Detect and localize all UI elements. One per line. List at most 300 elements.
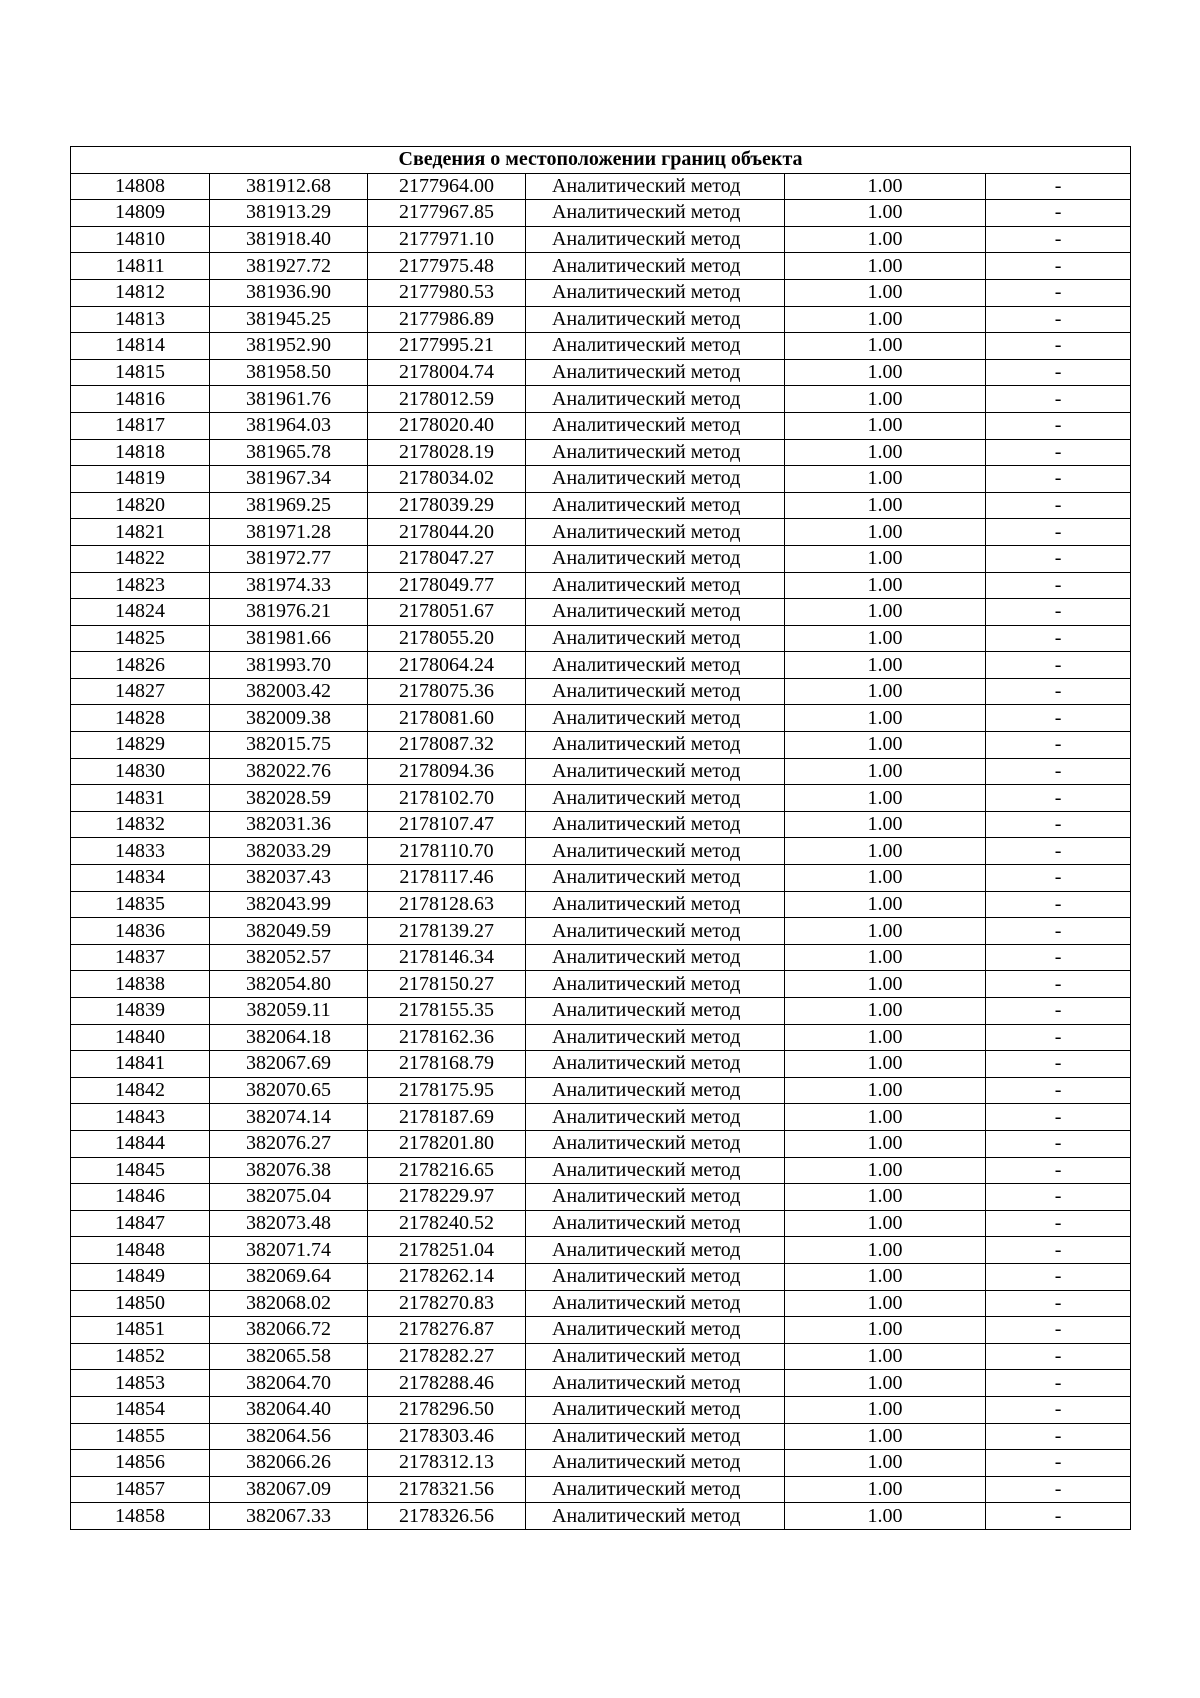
cell-method: Аналитический метод [526, 918, 785, 945]
cell-point-number: 14817 [71, 412, 210, 439]
cell-method: Аналитический метод [526, 625, 785, 652]
table-row [71, 891, 1131, 918]
cell-method: Аналитический метод [526, 572, 785, 599]
cell-point-number: 14854 [71, 1396, 210, 1423]
cell-point-number: 14818 [71, 439, 210, 466]
table-row [71, 1503, 1131, 1530]
cell-point-number: 14855 [71, 1423, 210, 1450]
cell-accuracy: 1.00 [785, 652, 986, 679]
cell-accuracy: 1.00 [785, 200, 986, 227]
cell-coord-y: 2178020.40 [368, 412, 526, 439]
cell-method: Аналитический метод [526, 333, 785, 360]
cell-method: Аналитический метод [526, 492, 785, 519]
table-row [71, 1077, 1131, 1104]
cell-description: - [986, 1396, 1131, 1423]
table-row [71, 545, 1131, 572]
table-row [71, 279, 1131, 306]
cell-description: - [986, 732, 1131, 759]
cell-point-number: 14814 [71, 333, 210, 360]
cell-accuracy: 1.00 [785, 412, 986, 439]
cell-description: - [986, 439, 1131, 466]
table-row [71, 758, 1131, 785]
cell-point-number: 14857 [71, 1476, 210, 1503]
cell-point-number: 14822 [71, 545, 210, 572]
cell-coord-y: 2178262.14 [368, 1263, 526, 1290]
cell-description: - [986, 1210, 1131, 1237]
cell-description: - [986, 944, 1131, 971]
cell-description: - [986, 572, 1131, 599]
cell-coord-x: 382066.72 [210, 1317, 368, 1344]
cell-point-number: 14811 [71, 253, 210, 280]
cell-accuracy: 1.00 [785, 1476, 986, 1503]
cell-coord-y: 2178110.70 [368, 838, 526, 865]
cell-accuracy: 1.00 [785, 865, 986, 892]
cell-accuracy: 1.00 [785, 279, 986, 306]
cell-method: Аналитический метод [526, 811, 785, 838]
cell-description: - [986, 279, 1131, 306]
cell-method: Аналитический метод [526, 1157, 785, 1184]
table-row [71, 652, 1131, 679]
cell-coord-x: 381972.77 [210, 545, 368, 572]
table-row [71, 1450, 1131, 1477]
cell-description: - [986, 519, 1131, 546]
table-row [71, 1370, 1131, 1397]
cell-point-number: 14837 [71, 944, 210, 971]
cell-coord-y: 2178162.36 [368, 1024, 526, 1051]
cell-coord-y: 2178150.27 [368, 971, 526, 998]
cell-coord-y: 2178049.77 [368, 572, 526, 599]
cell-coord-y: 2178229.97 [368, 1184, 526, 1211]
table-row [71, 1157, 1131, 1184]
cell-coord-y: 2178240.52 [368, 1210, 526, 1237]
cell-description: - [986, 1130, 1131, 1157]
cell-coord-x: 382073.48 [210, 1210, 368, 1237]
table-title: Сведения о местоположении границ объекта [71, 147, 1131, 174]
table-row [71, 253, 1131, 280]
cell-coord-x: 381961.76 [210, 386, 368, 413]
cell-description: - [986, 492, 1131, 519]
cell-point-number: 14858 [71, 1503, 210, 1530]
cell-point-number: 14821 [71, 519, 210, 546]
cell-method: Аналитический метод [526, 732, 785, 759]
table-row [71, 1476, 1131, 1503]
cell-coord-y: 2177995.21 [368, 333, 526, 360]
cell-coord-x: 382064.56 [210, 1423, 368, 1450]
table-row [71, 1130, 1131, 1157]
cell-coord-x: 381971.28 [210, 519, 368, 546]
cell-coord-y: 2178276.87 [368, 1317, 526, 1344]
cell-accuracy: 1.00 [785, 1157, 986, 1184]
cell-accuracy: 1.00 [785, 1343, 986, 1370]
table-row [71, 838, 1131, 865]
cell-point-number: 14823 [71, 572, 210, 599]
cell-description: - [986, 1157, 1131, 1184]
cell-point-number: 14835 [71, 891, 210, 918]
table-row [71, 865, 1131, 892]
cell-accuracy: 1.00 [785, 1290, 986, 1317]
cell-point-number: 14819 [71, 466, 210, 493]
table-row [71, 333, 1131, 360]
cell-accuracy: 1.00 [785, 944, 986, 971]
cell-accuracy: 1.00 [785, 1184, 986, 1211]
cell-coord-y: 2178270.83 [368, 1290, 526, 1317]
cell-point-number: 14829 [71, 732, 210, 759]
cell-accuracy: 1.00 [785, 359, 986, 386]
cell-method: Аналитический метод [526, 865, 785, 892]
cell-coord-y: 2178012.59 [368, 386, 526, 413]
cell-coord-y: 2178044.20 [368, 519, 526, 546]
table-row [71, 1263, 1131, 1290]
cell-point-number: 14834 [71, 865, 210, 892]
cell-accuracy: 1.00 [785, 466, 986, 493]
cell-method: Аналитический метод [526, 785, 785, 812]
cell-coord-x: 382028.59 [210, 785, 368, 812]
cell-accuracy: 1.00 [785, 306, 986, 333]
cell-accuracy: 1.00 [785, 971, 986, 998]
cell-coord-x: 382064.70 [210, 1370, 368, 1397]
cell-point-number: 14813 [71, 306, 210, 333]
cell-accuracy: 1.00 [785, 785, 986, 812]
cell-coord-y: 2178107.47 [368, 811, 526, 838]
cell-point-number: 14841 [71, 1051, 210, 1078]
cell-method: Аналитический метод [526, 253, 785, 280]
cell-description: - [986, 253, 1131, 280]
cell-coord-y: 2177975.48 [368, 253, 526, 280]
cell-method: Аналитический метод [526, 838, 785, 865]
cell-point-number: 14838 [71, 971, 210, 998]
cell-coord-x: 382015.75 [210, 732, 368, 759]
cell-method: Аналитический метод [526, 306, 785, 333]
cell-coord-y: 2178039.29 [368, 492, 526, 519]
cell-description: - [986, 785, 1131, 812]
cell-point-number: 14831 [71, 785, 210, 812]
table-row [71, 173, 1131, 200]
cell-point-number: 14827 [71, 678, 210, 705]
cell-coord-y: 2178146.34 [368, 944, 526, 971]
table-row [71, 466, 1131, 493]
cell-coord-x: 382076.38 [210, 1157, 368, 1184]
cell-method: Аналитический метод [526, 1184, 785, 1211]
table-row [71, 998, 1131, 1025]
cell-method: Аналитический метод [526, 1450, 785, 1477]
cell-coord-y: 2178028.19 [368, 439, 526, 466]
cell-coord-x: 382067.69 [210, 1051, 368, 1078]
cell-point-number: 14812 [71, 279, 210, 306]
cell-method: Аналитический метод [526, 386, 785, 413]
cell-description: - [986, 1104, 1131, 1131]
cell-point-number: 14826 [71, 652, 210, 679]
cell-coord-x: 381981.66 [210, 625, 368, 652]
cell-accuracy: 1.00 [785, 519, 986, 546]
cell-coord-y: 2178216.65 [368, 1157, 526, 1184]
cell-description: - [986, 1290, 1131, 1317]
cell-coord-y: 2178102.70 [368, 785, 526, 812]
cell-coord-y: 2178128.63 [368, 891, 526, 918]
cell-coord-x: 382075.04 [210, 1184, 368, 1211]
cell-method: Аналитический метод [526, 1237, 785, 1264]
cell-method: Аналитический метод [526, 652, 785, 679]
cell-coord-y: 2178326.56 [368, 1503, 526, 1530]
cell-coord-x: 382067.09 [210, 1476, 368, 1503]
cell-method: Аналитический метод [526, 998, 785, 1025]
cell-point-number: 14808 [71, 173, 210, 200]
cell-point-number: 14853 [71, 1370, 210, 1397]
cell-accuracy: 1.00 [785, 386, 986, 413]
table-row [71, 1210, 1131, 1237]
cell-description: - [986, 200, 1131, 227]
cell-point-number: 14836 [71, 918, 210, 945]
cell-description: - [986, 386, 1131, 413]
cell-method: Аналитический метод [526, 173, 785, 200]
cell-point-number: 14809 [71, 200, 210, 227]
cell-point-number: 14832 [71, 811, 210, 838]
cell-method: Аналитический метод [526, 1077, 785, 1104]
cell-method: Аналитический метод [526, 226, 785, 253]
cell-accuracy: 1.00 [785, 1237, 986, 1264]
cell-description: - [986, 173, 1131, 200]
table-row [71, 519, 1131, 546]
cell-coord-x: 382059.11 [210, 998, 368, 1025]
cell-method: Аналитический метод [526, 359, 785, 386]
cell-method: Аналитический метод [526, 1503, 785, 1530]
cell-description: - [986, 971, 1131, 998]
cell-description: - [986, 1476, 1131, 1503]
cell-point-number: 14816 [71, 386, 210, 413]
cell-accuracy: 1.00 [785, 1051, 986, 1078]
cell-accuracy: 1.00 [785, 1317, 986, 1344]
cell-method: Аналитический метод [526, 466, 785, 493]
cell-coord-y: 2178047.27 [368, 545, 526, 572]
cell-point-number: 14815 [71, 359, 210, 386]
cell-description: - [986, 891, 1131, 918]
cell-point-number: 14851 [71, 1317, 210, 1344]
cell-accuracy: 1.00 [785, 1370, 986, 1397]
cell-description: - [986, 758, 1131, 785]
cell-coord-x: 382009.38 [210, 705, 368, 732]
cell-coord-y: 2178282.27 [368, 1343, 526, 1370]
cell-coord-y: 2178055.20 [368, 625, 526, 652]
cell-description: - [986, 1184, 1131, 1211]
table-row [71, 439, 1131, 466]
table-row [71, 1423, 1131, 1450]
cell-coord-y: 2178051.67 [368, 599, 526, 626]
table-row [71, 732, 1131, 759]
cell-accuracy: 1.00 [785, 758, 986, 785]
cell-accuracy: 1.00 [785, 732, 986, 759]
cell-coord-y: 2178251.04 [368, 1237, 526, 1264]
cell-coord-y: 2178075.36 [368, 678, 526, 705]
cell-method: Аналитический метод [526, 705, 785, 732]
cell-coord-y: 2178288.46 [368, 1370, 526, 1397]
cell-accuracy: 1.00 [785, 1423, 986, 1450]
cell-point-number: 14825 [71, 625, 210, 652]
cell-accuracy: 1.00 [785, 918, 986, 945]
boundary-table [70, 146, 1131, 1530]
cell-coord-x: 381952.90 [210, 333, 368, 360]
cell-method: Аналитический метод [526, 1423, 785, 1450]
cell-coord-y: 2178312.13 [368, 1450, 526, 1477]
cell-method: Аналитический метод [526, 1343, 785, 1370]
cell-coord-y: 2178201.80 [368, 1130, 526, 1157]
cell-accuracy: 1.00 [785, 545, 986, 572]
cell-description: - [986, 1237, 1131, 1264]
cell-coord-x: 381927.72 [210, 253, 368, 280]
cell-description: - [986, 306, 1131, 333]
cell-coord-x: 381918.40 [210, 226, 368, 253]
cell-coord-x: 382065.58 [210, 1343, 368, 1370]
table-row [71, 1024, 1131, 1051]
cell-description: - [986, 652, 1131, 679]
cell-description: - [986, 1370, 1131, 1397]
cell-coord-x: 382064.40 [210, 1396, 368, 1423]
cell-coord-y: 2177980.53 [368, 279, 526, 306]
cell-coord-x: 382069.64 [210, 1263, 368, 1290]
cell-point-number: 14845 [71, 1157, 210, 1184]
cell-coord-y: 2177964.00 [368, 173, 526, 200]
cell-point-number: 14840 [71, 1024, 210, 1051]
cell-method: Аналитический метод [526, 1104, 785, 1131]
table-row [71, 200, 1131, 227]
cell-coord-x: 382076.27 [210, 1130, 368, 1157]
cell-point-number: 14833 [71, 838, 210, 865]
cell-description: - [986, 1343, 1131, 1370]
cell-coord-x: 382054.80 [210, 971, 368, 998]
table-row [71, 359, 1131, 386]
cell-point-number: 14849 [71, 1263, 210, 1290]
cell-coord-x: 381945.25 [210, 306, 368, 333]
cell-point-number: 14850 [71, 1290, 210, 1317]
cell-coord-x: 382074.14 [210, 1104, 368, 1131]
cell-coord-y: 2178168.79 [368, 1051, 526, 1078]
cell-accuracy: 1.00 [785, 1210, 986, 1237]
cell-point-number: 14846 [71, 1184, 210, 1211]
table-row [71, 678, 1131, 705]
cell-point-number: 14842 [71, 1077, 210, 1104]
cell-coord-x: 382052.57 [210, 944, 368, 971]
cell-coord-x: 381967.34 [210, 466, 368, 493]
cell-description: - [986, 1423, 1131, 1450]
cell-method: Аналитический метод [526, 1130, 785, 1157]
cell-point-number: 14810 [71, 226, 210, 253]
cell-coord-x: 382003.42 [210, 678, 368, 705]
cell-coord-y: 2178321.56 [368, 1476, 526, 1503]
cell-method: Аналитический метод [526, 545, 785, 572]
cell-point-number: 14820 [71, 492, 210, 519]
cell-description: - [986, 359, 1131, 386]
cell-accuracy: 1.00 [785, 439, 986, 466]
cell-accuracy: 1.00 [785, 998, 986, 1025]
table-row [71, 1317, 1131, 1344]
cell-description: - [986, 226, 1131, 253]
cell-method: Аналитический метод [526, 1263, 785, 1290]
cell-accuracy: 1.00 [785, 811, 986, 838]
table-row [71, 1396, 1131, 1423]
cell-coord-x: 382031.36 [210, 811, 368, 838]
table-row [71, 572, 1131, 599]
cell-method: Аналитический метод [526, 412, 785, 439]
cell-description: - [986, 599, 1131, 626]
cell-coord-x: 382033.29 [210, 838, 368, 865]
cell-method: Аналитический метод [526, 599, 785, 626]
cell-coord-y: 2178296.50 [368, 1396, 526, 1423]
cell-accuracy: 1.00 [785, 572, 986, 599]
cell-accuracy: 1.00 [785, 226, 986, 253]
cell-description: - [986, 545, 1131, 572]
cell-coord-x: 382067.33 [210, 1503, 368, 1530]
cell-coord-y: 2178081.60 [368, 705, 526, 732]
table-row [71, 1051, 1131, 1078]
cell-description: - [986, 838, 1131, 865]
cell-coord-y: 2178139.27 [368, 918, 526, 945]
table-body [71, 173, 1131, 1529]
table-row [71, 918, 1131, 945]
cell-method: Аналитический метод [526, 519, 785, 546]
cell-coord-x: 381912.68 [210, 173, 368, 200]
cell-method: Аналитический метод [526, 1476, 785, 1503]
cell-description: - [986, 625, 1131, 652]
cell-method: Аналитический метод [526, 1210, 785, 1237]
table-row [71, 1343, 1131, 1370]
cell-coord-y: 2178303.46 [368, 1423, 526, 1450]
cell-coord-y: 2178187.69 [368, 1104, 526, 1131]
cell-description: - [986, 998, 1131, 1025]
table-row [71, 306, 1131, 333]
cell-method: Аналитический метод [526, 1317, 785, 1344]
table-row [71, 971, 1131, 998]
cell-coord-x: 382066.26 [210, 1450, 368, 1477]
cell-point-number: 14839 [71, 998, 210, 1025]
cell-point-number: 14830 [71, 758, 210, 785]
cell-point-number: 14848 [71, 1237, 210, 1264]
table-row [71, 785, 1131, 812]
cell-method: Аналитический метод [526, 1370, 785, 1397]
cell-coord-x: 381976.21 [210, 599, 368, 626]
cell-coord-y: 2177986.89 [368, 306, 526, 333]
cell-coord-x: 382070.65 [210, 1077, 368, 1104]
cell-method: Аналитический метод [526, 944, 785, 971]
cell-coord-x: 381964.03 [210, 412, 368, 439]
cell-point-number: 14828 [71, 705, 210, 732]
cell-coord-x: 381974.33 [210, 572, 368, 599]
cell-method: Аналитический метод [526, 678, 785, 705]
cell-coord-x: 381958.50 [210, 359, 368, 386]
cell-accuracy: 1.00 [785, 838, 986, 865]
cell-coord-x: 382022.76 [210, 758, 368, 785]
cell-accuracy: 1.00 [785, 891, 986, 918]
cell-description: - [986, 811, 1131, 838]
cell-coord-y: 2177967.85 [368, 200, 526, 227]
cell-accuracy: 1.00 [785, 1263, 986, 1290]
cell-coord-y: 2178175.95 [368, 1077, 526, 1104]
cell-point-number: 14843 [71, 1104, 210, 1131]
cell-accuracy: 1.00 [785, 625, 986, 652]
table-row [71, 1237, 1131, 1264]
table-row [71, 1290, 1131, 1317]
cell-accuracy: 1.00 [785, 705, 986, 732]
cell-description: - [986, 678, 1131, 705]
cell-description: - [986, 466, 1131, 493]
cell-description: - [986, 1077, 1131, 1104]
cell-method: Аналитический метод [526, 439, 785, 466]
cell-method: Аналитический метод [526, 200, 785, 227]
cell-accuracy: 1.00 [785, 1130, 986, 1157]
table-row [71, 1104, 1131, 1131]
cell-point-number: 14824 [71, 599, 210, 626]
cell-coord-y: 2178094.36 [368, 758, 526, 785]
cell-description: - [986, 1263, 1131, 1290]
cell-accuracy: 1.00 [785, 1450, 986, 1477]
cell-description: - [986, 865, 1131, 892]
